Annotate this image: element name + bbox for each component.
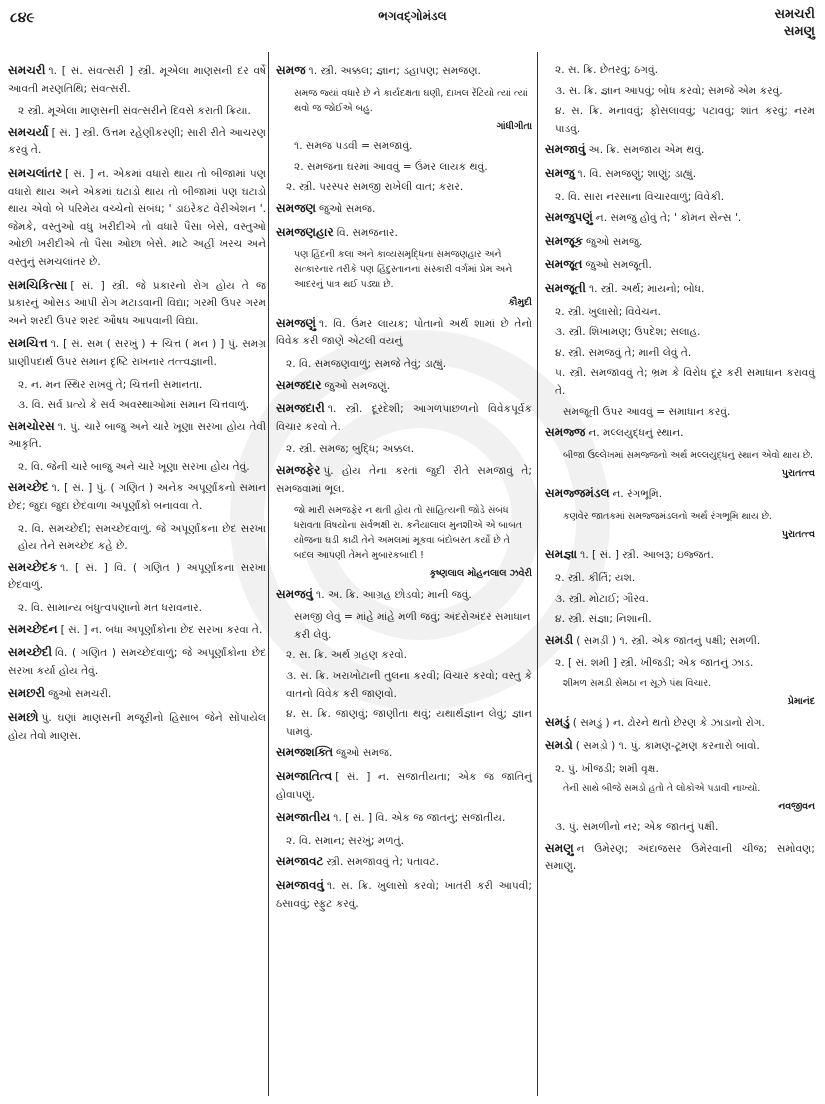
sub-sense: ૩. પું. સમળીનો નર; એક જાતનું પક્ષી. — [555, 821, 719, 833]
definition: ૧. [ સં. ] સ્ત્રી. આબરૂ; ઇજ્જત. — [580, 549, 714, 562]
headword: સમજ્ઞા — [545, 547, 578, 562]
headword: સમડો — [545, 738, 573, 753]
headword: સમજાતિત્વ — [276, 769, 333, 784]
dictionary-entry — [276, 224, 532, 243]
headword: સમણુ — [545, 840, 574, 855]
headword: સમજશક્તિ — [276, 745, 334, 760]
headword: સમચિત્ત — [8, 336, 48, 351]
sub-sense: ૨. સ. ક્રિ. અર્થ ગ્રહણ કરવો. — [286, 649, 407, 662]
citation-quote: શીમળ સમડી સેમઠા ન સૂઝે પંથ વિચાર. — [563, 678, 712, 690]
dictionary-entry — [545, 256, 815, 275]
sub-sense: ૪. સ. ક્રિ. જાણવું; જાણીતા થવું; યથાર્થજ્ઞાન લેવું; જ્ઞાન પામવું. — [286, 708, 532, 738]
dictionary-entry — [276, 315, 532, 351]
headword: સમજાવવું — [276, 878, 324, 892]
headword: સમજદાર — [276, 377, 322, 392]
definition: ન. રંગભૂમિ. — [612, 488, 663, 501]
headword: સમચ્છેદક — [8, 559, 58, 574]
headword: સમજ્જ — [545, 425, 586, 440]
dictionary-entry — [276, 200, 532, 219]
definition: ૧. સ. ક્રિ. ખુલાસો કરવો; ખાતરી કરી આપવી; ઠસાવવું; સ્ફુટ કરવું. — [276, 880, 532, 910]
definition: ( સમડ઼ો ) ૧. પું. કામણ-ટૂમણ કરનારો બાવો. — [575, 740, 760, 753]
dictionary-entry — [276, 809, 532, 828]
dictionary-entry — [8, 165, 266, 272]
definition: ન. મલ્લયુદ્ધનું સ્થાન. — [588, 427, 684, 440]
headword: સમજફેર — [276, 462, 321, 477]
headword: સમજૂક — [545, 233, 584, 248]
sub-sense: ૨. વિ. સારા નરસાના વિચારવાળું; વિવેકી. — [555, 190, 725, 203]
column-3 — [545, 62, 815, 881]
headword: સમજવું — [276, 586, 314, 601]
dictionary-entry — [8, 709, 266, 745]
sub-sense: ૪. સ્ત્રી. સમજવું તે; માની લેવું તે. — [555, 346, 692, 359]
idiom-phrase: સમજૂતી ઉપર આવવું = સમાધાન કરવું. — [563, 405, 731, 418]
page-header — [0, 0, 825, 55]
citation-source: પ્રેમાનંદ — [787, 696, 815, 708]
headword: સમચર્યા — [8, 124, 49, 139]
definition: ૧. સ્ત્રી. અક્કલ; જ્ઞાન; ડહાપણ; સમજણ. — [308, 65, 481, 77]
headword: સમજણ — [276, 200, 317, 215]
citation-source: કૌમુદી — [508, 297, 532, 309]
definition: જુઓ સમજ. — [336, 747, 393, 760]
dictionary-entry — [276, 744, 532, 763]
definition: ૧. [ સં. ] પું. ( ગણિત ) અનેક અપૂર્ણાંકનો સમાન છેદ; જુદા જુદા છેદવાળા અપૂર્ણાંકો બનાવવા તે. — [8, 482, 266, 513]
sub-sense: ૨ સ્ત્રી. મૂએલા માણસની સંવત્સરીને દિવસે કરાતી ક્રિયા. — [18, 105, 251, 118]
definition: જુઓ સમચરી. — [48, 688, 112, 701]
definition: ૧. [ સં. સંવત્સરી ] સ્ત્રી. મૂએલા માણસની દર વર્ષે આવતી મરણતિથિ; સંવત્સરી. — [8, 65, 266, 95]
definition: ન. સમજુ હોવું તે; ' કોમન સેન્સ '. — [595, 212, 742, 225]
definition: ૧. વિ. ઉંમર લાયક; પોતાનો અર્થ શામાં છે તેનો વિવેક કરી જાણે એટલી વયનું — [276, 317, 532, 348]
dictionary-entry — [276, 462, 532, 498]
headword: સમજુપણું — [545, 210, 593, 225]
dictionary-entry — [8, 685, 266, 704]
sub-sense: ૨. સ્ત્રી. પરસ્પર સમજી રાખેલી વાત; કરાર. — [286, 181, 464, 194]
dictionary-entry — [8, 479, 266, 515]
headword: સમજાવું — [545, 142, 586, 157]
dictionary-entry — [8, 621, 266, 640]
sub-sense: ૨. વિ. સમાન; સરખું; મળતું. — [286, 834, 405, 847]
definition: ( સમડ઼ું ) ન. ઢોરને થતો છેરણ કે ઝાડાનો રોગ. — [572, 716, 765, 729]
headword: સમજ — [276, 63, 306, 77]
dictionary-entry — [545, 233, 815, 252]
citation-quote: કણવેર જાતકમાં સમજ્જમંડલનો અર્થ રંગભૂમિ થાય છે. — [563, 510, 772, 522]
sub-sense: ૨. સ્ત્રી. ખુલાસો; વિવેચન. — [555, 305, 661, 318]
definition: ૧. [ સં. ] વિ. એક જ જાતનું; સજાતીય. — [333, 812, 506, 825]
definition: ૧. વિ. સમજણું; શાણું; ડાહ્યું. — [577, 167, 697, 180]
headword: સમજાતીય — [276, 810, 331, 825]
guide-words — [774, 6, 815, 40]
headword: સમડું — [545, 714, 570, 729]
dictionary-entry — [276, 400, 532, 436]
headword: સમજણું — [276, 315, 317, 330]
dictionary-entry — [545, 485, 815, 504]
headword: સમચ્છેદી — [8, 645, 53, 660]
dictionary-entry — [545, 632, 815, 651]
dictionary-entry — [8, 277, 266, 331]
definition: [ સં. ] ન. સજાતીયતા; એક જ જાતિનું હોવાપણું. — [276, 771, 532, 801]
dictionary-entry — [545, 546, 815, 565]
dictionary-entry — [8, 559, 266, 595]
sub-sense: ૨. પું. ખીજડી; શમી વૃક્ષ. — [555, 762, 659, 775]
citation-source: નવજીવન — [778, 801, 815, 813]
definition: જુઓ સમજ. — [319, 202, 376, 215]
dictionary-entry — [8, 335, 266, 371]
definition: પું. હોય તેના કરતાં જુદી રીતે સમજાવું તે; સમજવામાં ભૂલ. — [276, 464, 532, 495]
citation-quote: પણ હિંદની કલા અને કાવ્યસમૃદ્ધિના સમજણહાર અને સત્કારનાર તરીકે પણ હિંદુસ્તાનના સંસ્કારી વર્ગમાં પ્રેમ અને આદરનું પાત્ર થઈ પડ્યા છે. — [294, 249, 513, 291]
headword: સમજ્જમંડલ — [545, 486, 610, 501]
sub-sense: ૩. વિ. સર્વ પ્રત્યે કે સર્વ અવસ્થાઓમાં સમાન ચિત્તવાળું. — [18, 399, 250, 412]
definition: ૧. અ. ક્રિ. આગ્રહ છોડવો; માની જવું. — [316, 588, 472, 601]
citation-quote: જો મારી સમજફેર ન થતી હોય તો સાહિત્યની જોડે સંબંધ ધરાવતા વિષયોના સર્વભક્ષી રા. કનૈયાલાલ મુનશીએ એ બાબત યોજના ઘડી કાઢી તેને અમલમાં મૂકવા બંદોબસ્ત કર્યો છે તે બદલ આપણી તેમને મુબારકબાદી ! — [294, 505, 522, 562]
dictionary-entry — [276, 62, 532, 81]
definition: ૧. પું. ચારે બાજુ અને ચારે ખૂણા સરખા હોય તેવી આકૃતિ. — [8, 420, 266, 451]
sub-sense: ૪. સ્ત્રી. સંજ્ઞા; નિશાની. — [555, 613, 652, 626]
definition: ૧. [ સં. ] વિ. ( ગણિત ) અપૂર્ણાંકના સરખા છેદવાળું. — [8, 561, 266, 592]
headword: સમચ્છેદ — [8, 480, 49, 495]
sub-sense: ૨. સ્ત્રી. કીર્તિ; યશ. — [555, 572, 636, 585]
definition: ૧. સ્ત્રી. અર્થ; માયનો; બોધ. — [588, 282, 705, 295]
column-2 — [276, 62, 532, 918]
sub-sense: ૩. સ્ત્રી. મોટાઈ; ગૌરવ. — [555, 592, 649, 605]
definition: [ સં. ] સ્ત્રી. જે પ્રકારનો રોગ હોય તે જ પ્રકારનું ઓસડ આપી રોગ મટાડવાની વિદ્યા; ગરમી ઉપર ગરમ અને શરદી ઉપર શરદ ઔષધ આપવાની વિદ્યા. — [8, 279, 266, 327]
sub-sense: ૨. [ સં. શમી ] સ્ત્રી. ખીજડી; એક જાતનું ઝાડ. — [555, 657, 754, 670]
dictionary-entry — [276, 377, 532, 396]
definition: જુઓ સમજણું. — [324, 379, 390, 392]
definition: ૧. સ્ત્રી. દૂરંદેશી; આગળપાછળનો વિવેકપૂર્વક વિચાર કરવો તે. — [276, 403, 532, 433]
idiom-phrase: ૨. સમજના ઘરમાં આવવું = ઉંમર લાયક થવું. — [294, 160, 488, 173]
dictionary-entry — [8, 418, 266, 454]
sub-sense: ૩. સ. ક્રિ. જ્ઞાન આપવું; બોધ કરવો; સમજે એમ કરવું. — [555, 84, 783, 97]
definition: પું. ઘણાં માણસની મજૂરીનો હિસાબ જેને સોંપાયેલ હોય તેવો માણસ. — [8, 712, 266, 742]
dictionary-entry — [276, 877, 532, 913]
headword: સમડી — [545, 632, 574, 647]
dictionary-entry — [545, 165, 815, 184]
running-title: ભગવદ્ગોમંડલ — [378, 9, 447, 23]
definition: અ. ક્રિ. સમજાય એમ થવું. — [588, 144, 705, 157]
citation-source: ગાંધીગીતા — [496, 120, 532, 132]
headword: સમજદારી — [276, 401, 325, 416]
headword: સમછરી — [8, 686, 46, 701]
citation-source: પુરાતત્ત્વ — [781, 528, 815, 540]
dictionary-entry — [545, 280, 815, 299]
definition: વિ. ( ગણિત ) સમચ્છેદવાળું; જે અપૂર્ણાંકોના છેદ સરખા કર્યા હોય તેવું. — [8, 647, 266, 677]
headword: સમજણહાર — [276, 224, 334, 239]
sub-sense: ૨. વિ. સમજણવાળું; સમજે તેવું; ડાહ્યું. — [286, 357, 447, 370]
headword: સમચરી — [8, 63, 46, 77]
dictionary-entry — [8, 124, 266, 160]
sub-sense: ૨. સ. ક્રિ. છેતરવું; ઠગવું. — [555, 64, 658, 76]
citation-quote: સમજ જ્યાં વધારે છે ને કાર્યદક્ષતા ઘણી, દાખલ રેંટિયો ત્યાં ત્યાં થવો જ જોઈએ બહુ. — [294, 87, 528, 114]
definition: [ સં. ] ન. એકમાં વધારો થાય તો બીજામાં પણ વધારો થાય અને એકમાં ઘટાડો થાય તો બીજામાં પણ ઘટાડો થાય એવો બે પરિમેય વચ્ચેનો સંબંધ; ' ડાઇરેકટ વેરીએશન '. જેમકે, વસ્તુઓ વધુ ખરીદીએ તો વધારે પૈસા બેસે, વસ્તુઓ ઓછી ખરીદીએ તો પૈસા ઓછા બેસે. માટે અહીં ખરચ અને વસ્તુનું સમચલાંતર છે. — [8, 167, 266, 268]
headword: સમચોરસ — [8, 418, 55, 433]
sub-sense: ૫. સ્ત્રી. સમજાવવું તે; ભ્રમ કે વિરોધ દૂર કરી સમાધાન કરાવવું તે. — [555, 367, 815, 397]
definition: વિ. સમજનાર. — [336, 226, 398, 239]
sub-sense: ૨. વિ. જેની ચારે બાજુ અને ચારે ખૂણા સરખા હોય તેવું. — [18, 460, 250, 473]
definition: ન ઉમેરણ; અંદાજસર ઉમેરવાની ચીજ; સમોવણ; સમાણુ. — [545, 842, 815, 873]
dictionary-entry — [8, 62, 266, 98]
dictionary-entry — [545, 424, 815, 443]
definition: જુઓ સમજૂતી. — [585, 259, 652, 272]
dictionary-entry — [545, 714, 815, 733]
sub-sense: ૨. સ્ત્રી. સમજ; બુદ્ધિ; અક્કલ. — [286, 443, 415, 456]
idiom-phrase: ૧. સમજ પડવી = સમજાવું. — [294, 140, 413, 153]
dictionary-entry — [545, 141, 815, 160]
headword: સમજૂત — [545, 257, 583, 272]
dictionary-entry — [545, 209, 815, 228]
page-number: ૮૪૯ — [10, 10, 35, 26]
dictionary-entry — [276, 586, 532, 605]
dictionary-entry — [545, 840, 815, 876]
citation-quote: બીજા ઉલ્લેખમાં સમજ્જનો અર્થ મલ્લયુદ્ધનું સ્થાન એવો થાય છે. — [563, 449, 813, 461]
sub-sense: ૨. ન. મન સ્થિર રાખવું તે; ચિત્તની સમાનતા. — [18, 378, 203, 391]
definition: ( સમડ઼ી ) ૧. સ્ત્રી. એક જાતનું પક્ષી; સમળી. — [576, 634, 761, 647]
headword: સમજાવટ — [276, 854, 324, 869]
definition: [ સં. ] ન. બધા અપૂર્ણાંકોના છેદ સરખા કરવા તે. — [60, 623, 263, 636]
sub-sense: ૨. વિ. સમચ્છેદી; સમચ્છેદવાળું. જે અપૂર્ણાંકના છેદ સરખા હોય તેને સમચ્છેદ કહે છે. — [18, 522, 266, 553]
headword: સમછો — [8, 710, 39, 724]
column-divider — [268, 52, 269, 1096]
idiom-phrase: સમજી લેવું = માંહે માંહે મળી જવું; અંદરોઅંદર સમાધાન કરી લેવું. — [294, 611, 531, 641]
dictionary-entry — [276, 768, 532, 804]
sub-sense: ૪. સ. ક્રિ. મનાવવું; ફોસલાવવું; પટાવવું; શાંત કરવું; નરમ પાડવું. — [555, 105, 815, 135]
sub-sense: ૨. વિ. સામાન્ય બંધુત્વપણાનો મત ધરાવનાર. — [18, 602, 203, 615]
headword: સમચલાંતર — [8, 165, 62, 180]
definition: જુઓ સમજુ. — [586, 235, 643, 248]
headword: સમજૂતી — [545, 280, 586, 295]
dictionary-entry — [545, 737, 815, 756]
column-divider — [537, 52, 538, 1096]
headword: સમચ્છેદન — [8, 621, 58, 636]
guide-word-first: સમચરી — [774, 7, 815, 22]
headword: સમજુ — [545, 165, 575, 180]
sub-sense: ૩. સ. ક્રિ. ખરાખોટાની તુલના કરવી; વિચાર કરવો; વસ્તુ કે વાતનો વિવેક કરી જાણવો. — [286, 670, 532, 700]
dictionary-entry — [276, 853, 532, 872]
definition: સ્ત્રી. સમજાવવું તે; પતાવટ. — [326, 856, 439, 869]
citation-quote: તેની સાથે બીજે સમડો હતો તે લોકોએ પડાવી નાખ્યો. — [563, 783, 761, 795]
citation-source: કૃષ્ણલાલ મોહનલાલ ઝવેરી — [429, 568, 532, 580]
headword: સમચિકિત્સા — [8, 277, 68, 292]
citation-source: પુરાતત્ત્વ — [781, 467, 815, 479]
definition: [ સં. ] સ્ત્રી. ઉત્તમ રહેણીકરણી; સારી રીતે આચરણ કરવું તે. — [8, 126, 266, 157]
dictionary-entry — [8, 644, 266, 680]
definition: ૧. [ સં. સમ ( સરખું ) + ચિત્ત ( મન ) ] પું. સમગ્ર પ્રાણીપદાર્થ ઉપર સમાન દૃષ્ટિ રાખનાર તત્ત્વજ્ઞાની. — [8, 338, 266, 368]
guide-word-last: સમણુ — [783, 24, 815, 39]
sub-sense: ૩. સ્ત્રી. શિખામણ; ઉપદેશ; સલાહ. — [555, 326, 701, 339]
column-1 — [8, 62, 266, 750]
